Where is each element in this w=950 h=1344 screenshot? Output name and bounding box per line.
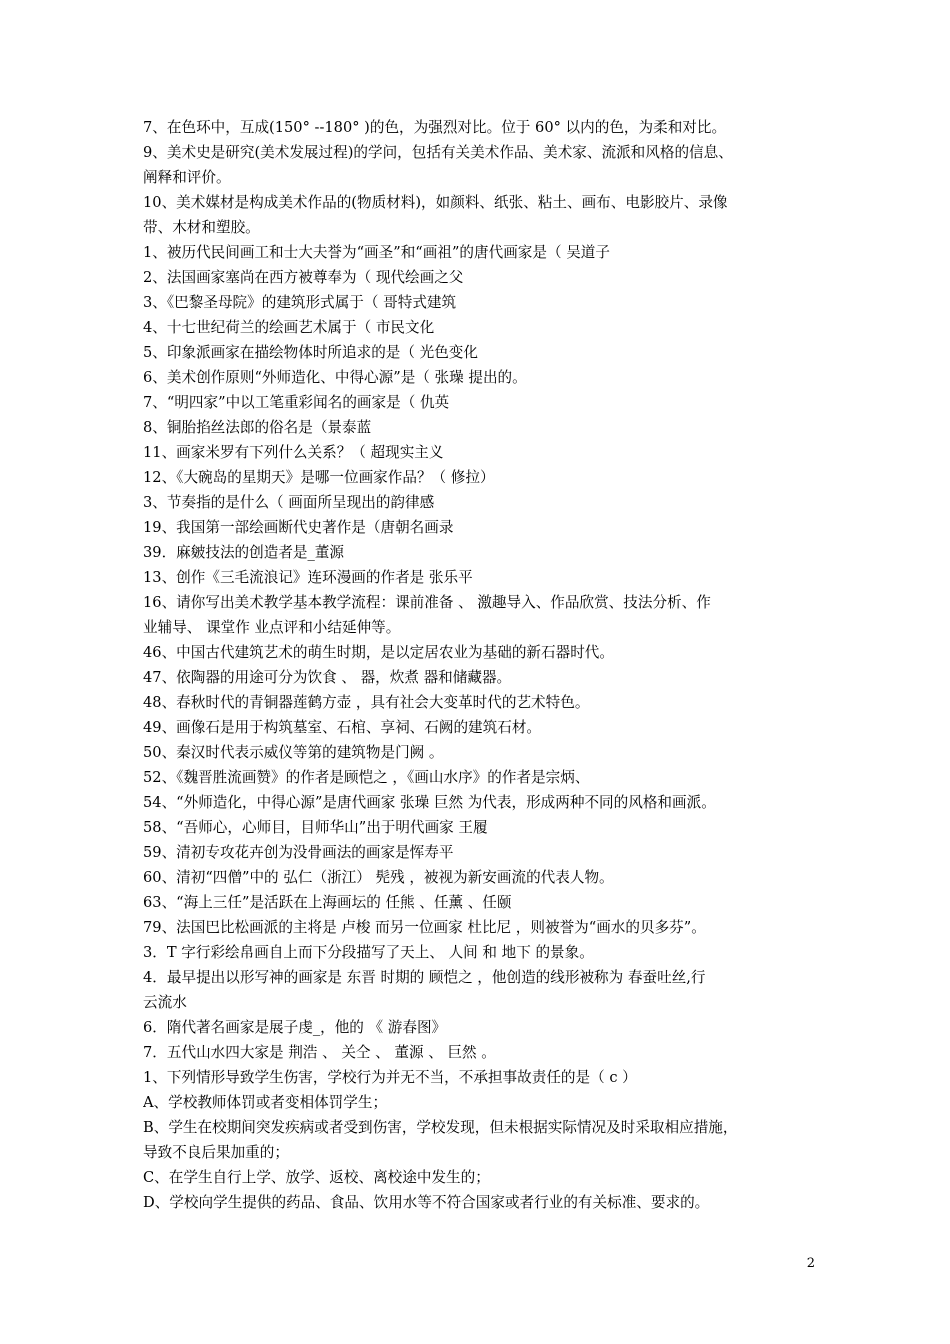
text-line: 50、秦汉时代表示威仪等第的建筑物是门阙 。 <box>143 744 444 761</box>
text-line: 52、《魏晋胜流画赞》的作者是顾恺之 ，《画山水序》的作者是宗炳、 <box>143 769 590 786</box>
text-line: 79、法国巴比松画派的主将是 卢梭 而另一位画家 杜比尼 ，则被誉为“画水的贝多芬”。 <box>143 919 706 936</box>
text-line: A、学校教师体罚或者变相体罚学生； <box>143 1094 388 1111</box>
text-line: 60、清初“四僧”中的 弘仁（浙江） 髡残 ，被视为新安画流的代表人物。 <box>143 869 614 886</box>
text-line: 7、在色环中，互成(150° --180° )的色，为强烈对比。位于 60° 以内的色，为柔和对比。 <box>143 119 727 136</box>
text-line: 47、依陶器的用途可分为饮食 、 器，炊煮 器和储藏器。 <box>143 669 512 686</box>
text-line: 63、“海上三任”是活跃在上海画坛的 任熊 、任薰 、任颐 <box>143 894 512 911</box>
text-line: 58、“吾师心，心师目，目师华山”出于明代画家 王履 <box>143 819 488 836</box>
text-line: 9、美术史是研究(美术发展过程)的学问，包括有关美术作品、美术家、流派和风格的信息、 <box>143 144 733 161</box>
text-line: 16、请你写出美术教学基本教学流程：课前准备 、 激趣导入、作品欣赏、技法分析、作 <box>143 594 711 611</box>
text-line: 3、《巴黎圣母院》的建筑形式属于（ 哥特式建筑 <box>143 294 457 311</box>
text-line: 10、美术媒材是构成美术作品的(物质材料)，如颜料、纸张、粘土、画布、电影胶片、录像 <box>143 194 728 211</box>
text-line: 49、画像石是用于构筑墓室、石棺、享祠、石阙的建筑石材。 <box>143 719 542 736</box>
text-line: 4．最早提出以形写神的画家是 东晋 时期的 顾恺之 ，他创造的线形被称为 春蚕吐丝,行 <box>143 969 706 986</box>
text-line: B、学生在校期间突发疾病或者受到伤害，学校发现，但未根据实际情况及时采取相应措施， <box>143 1119 738 1136</box>
text-line: 7．五代山水四大家是 荆浩 、 关仝 、 董源 、 巨然 。 <box>143 1044 496 1061</box>
text-line: 12、《大碗岛的星期天》是哪一位画家作品？（ 修拉） <box>143 469 495 486</box>
text-line: 带、木材和塑胶。 <box>143 219 260 236</box>
page-number: 2 <box>806 1256 815 1271</box>
text-line: C、在学生自行上学、放学、返校、离校途中发生的； <box>143 1169 490 1186</box>
text-line: 48、春秋时代的青铜器莲鹤方壶 ，具有社会大变革时代的艺术特色。 <box>143 694 590 711</box>
text-line: 59、清初专攻花卉创为没骨画法的画家是恽寿平 <box>143 844 454 861</box>
text-line: 3、节奏指的是什么（ 画面所呈现出的韵律感 <box>143 494 435 511</box>
text-line: 2、法国画家塞尚在西方被尊奉为（ 现代绘画之父 <box>143 269 464 286</box>
text-line: 3．T 字行彩绘帛画自上而下分段描写了天上、 人间 和 地下 的景象。 <box>143 944 594 961</box>
text-line: 7、“明四家”中以工笔重彩闻名的画家是（ 仇英 <box>143 394 450 411</box>
text-line: D、学校向学生提供的药品、食品、饮用水等不符合国家或者行业的有关标准、要求的。 <box>143 1194 710 1211</box>
document-body <box>143 115 810 1215</box>
text-line: 阐释和评价。 <box>143 169 231 186</box>
text-line: 1、下列情形导致学生伤害，学校行为并无不当，不承担事故责任的是（ c ） <box>143 1069 637 1086</box>
text-line: 39．麻皴技法的创造者是_董源 <box>143 544 344 561</box>
text-line: 11、画家米罗有下列什么关系？（ 超现实主义 <box>143 444 444 461</box>
text-line: 54、“外师造化，中得心源”是唐代画家 张璪 巨然 为代表，形成两种不同的风格和画派。 <box>143 794 716 811</box>
text-line: 6．隋代著名画家是展子虔_，他的 《 游春图》 <box>143 1019 447 1036</box>
text-line: 13、创作《三毛流浪记》连环漫画的作者是 张乐平 <box>143 569 473 586</box>
text-line: 云流水 <box>143 994 187 1011</box>
text-line: 19、我国第一部绘画断代史著作是（唐朝名画录 <box>143 519 454 536</box>
text-line: 8、铜胎掐丝法郎的俗名是（景泰蓝 <box>143 419 372 436</box>
text-line: 5、印象派画家在描绘物体时所追求的是（ 光色变化 <box>143 344 478 361</box>
text-line: 1、被历代民间画工和士大夫誉为“画圣”和“画祖”的唐代画家是（ 吴道子 <box>143 244 610 261</box>
text-line: 6、美术创作原则“外师造化、中得心源”是（ 张璪 提出的。 <box>143 369 527 386</box>
text-line: 4、十七世纪荷兰的绘画艺术属于（ 市民文化 <box>143 319 435 336</box>
text-line: 导致不良后果加重的； <box>143 1144 289 1161</box>
text-line: 业辅导、 课堂作 业点评和小结延伸等。 <box>143 619 401 636</box>
text-line: 46、中国古代建筑艺术的萌生时期，是以定居农业为基础的新石器时代。 <box>143 644 614 661</box>
